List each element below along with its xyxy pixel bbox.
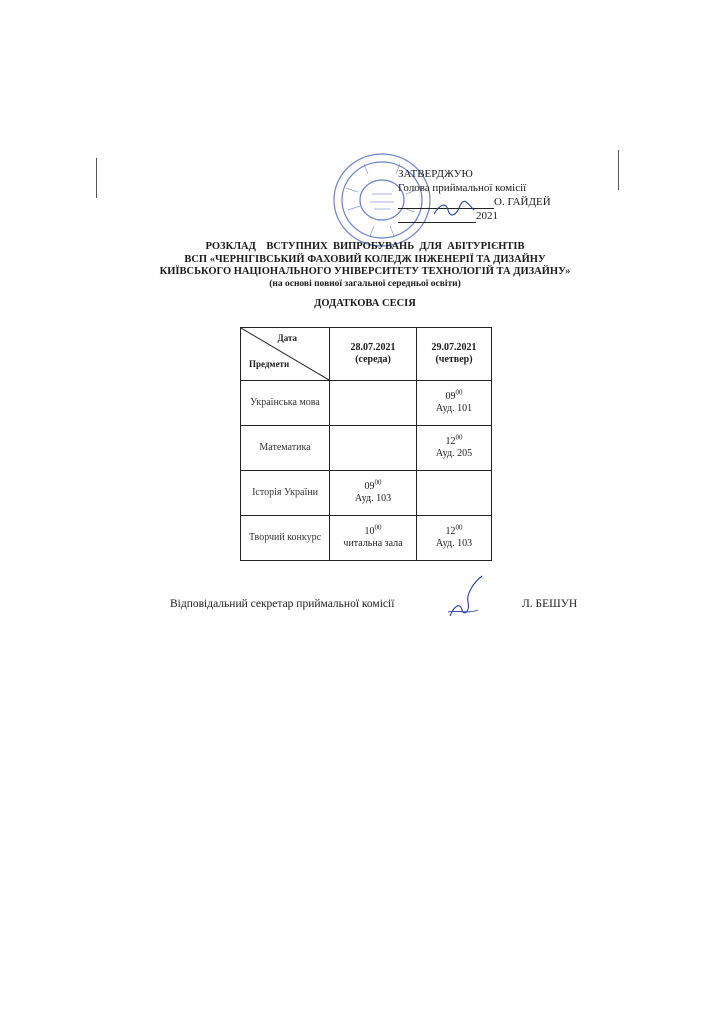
- schedule-cell: [330, 426, 417, 471]
- signature-approval: [432, 198, 476, 225]
- table-row: [241, 516, 492, 561]
- date-header-2: 29.07.2021 (четвер): [417, 328, 492, 381]
- education-basis: (на основі повної загальної середньої освіти): [269, 279, 461, 289]
- corner-cell: [241, 328, 330, 381]
- table-header-row: [241, 328, 492, 381]
- subject-cell: Математика: [241, 426, 330, 471]
- approval-date: 2021: [398, 209, 551, 223]
- subject-cell: Українська мова: [241, 381, 330, 426]
- schedule-cell: $12^{00}$ Ауд. 205: [417, 426, 492, 471]
- table-row: [241, 426, 492, 471]
- schedule-cell: $12^{00}$ Ауд. 103: [417, 516, 492, 561]
- schedule-cell: [417, 471, 492, 516]
- secretary-position: Відповідальний секретар приймальної комісії: [170, 598, 395, 610]
- schedule-table: [240, 327, 492, 561]
- subject-cell: Творчий конкурс: [241, 516, 330, 561]
- schedule-cell: $09^{00}$ Ауд. 103: [330, 471, 417, 516]
- signature-secretary: [444, 572, 490, 627]
- date-header-1: 28.07.2021 (середа): [330, 328, 417, 381]
- university-name: КИЇВСЬКОГО НАЦІОНАЛЬНОГО УНІВЕРСИТЕТУ ТЕХНОЛОГІЙ ТА ДИЗАЙНУ»: [159, 266, 571, 277]
- corner-label-subjects: Предмети: [249, 359, 290, 369]
- scan-edge-left: [96, 158, 97, 198]
- doc-title: РОЗКЛАД ВСТУПНИХ ВИПРОБУВАНЬ ДЛЯ АБІТУРІЄНТІВ: [205, 241, 525, 252]
- table-row: [241, 381, 492, 426]
- secretary-name: Л. БЕШУН: [522, 598, 578, 610]
- approval-title: ЗАТВЕРДЖУЮ: [398, 168, 473, 180]
- corner-label-date: Дата: [277, 333, 297, 343]
- session-title: ДОДАТКОВА СЕСІЯ: [314, 298, 416, 309]
- schedule-cell: $09^{00}$ Ауд. 101: [417, 381, 492, 426]
- schedule-cell: [330, 381, 417, 426]
- schedule-cell: $10^{00}$ читальна зала: [330, 516, 417, 561]
- approval-position: Голова приймальної комісії: [398, 182, 527, 194]
- scan-edge-right: [618, 150, 619, 190]
- college-name: ВСП «ЧЕРНІГІВСЬКИЙ ФАХОВИЙ КОЛЕДЖ ІНЖЕНЕРІЇ ТА ДИЗАЙНУ: [184, 254, 546, 265]
- approval-name: О. ГАЙДЕЙ: [398, 195, 551, 209]
- table-row: [241, 471, 492, 516]
- subject-cell: Історія України: [241, 471, 330, 516]
